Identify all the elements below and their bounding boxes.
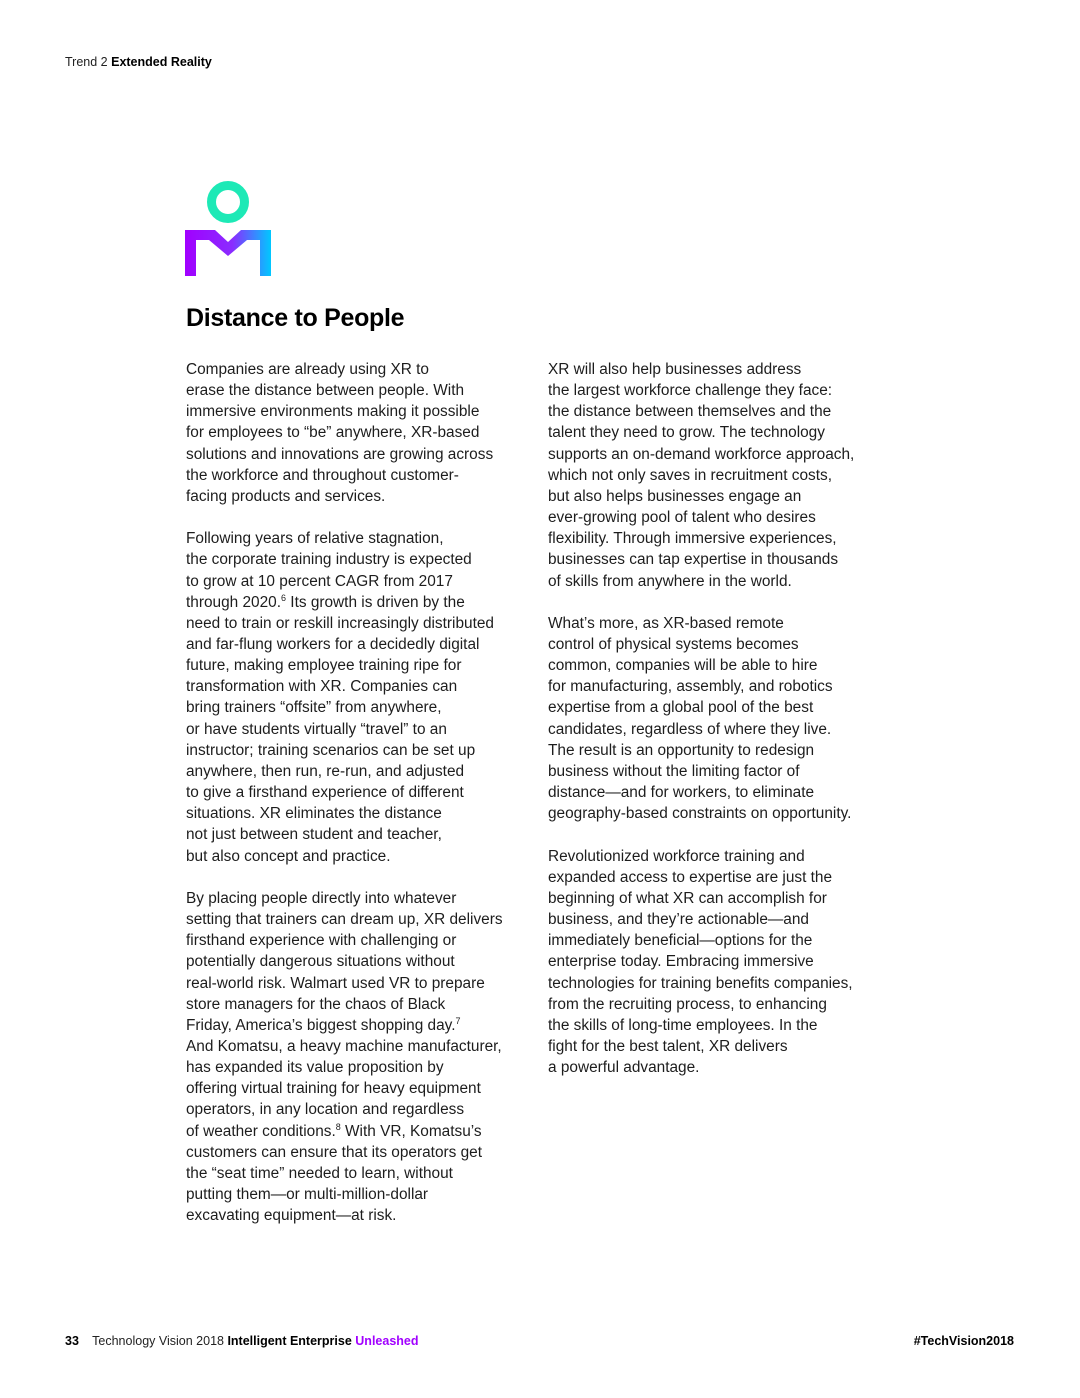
paragraph: By placing people directly into whatever setting that trainers can dream up, XR delivers firsthand experience with challenging or potentially dangerous situations without real-world risk. Walmart used VR to prepare store managers for the chaos of Black Friday, America’s biggest shopping day.$^7$ And Komatsu, a heavy machine manufacturer, has expanded its value proposition by offering virtual training for heavy equipment operators, in any location and regardless of weather conditions.$^8$ With VR, Komatsu’s customers can ensure that its operators get the “seat time” needed to learn, without putting them—or multi-million-dollar excavating equipment—at risk. — [186, 889, 503, 1225]
publication-name: Technology Vision 2018 — [92, 1334, 224, 1348]
footnote-ref: 7 — [455, 1015, 461, 1026]
paragraph: Following years of relative stagnation, the corporate training industry is expected to grow at 10 percent CAGR from 2017 through 2020.$^6$ Its growth is driven by the need to train or reskill increasingly distributed and far-flung workers for a decidedly digital future, making employee training ripe for transformation with XR. Companies can bring trainers “offsite” from anywhere, or have students virtually “travel” to an instructor; training scenarios can be set up anywhere, then run, re-run, and adjusted to give a firsthand experience of different situations. XR eliminates the distance not just between student and teacher, but also concept and practice. — [186, 530, 494, 865]
trend-label: Trend 2 — [65, 55, 108, 69]
paragraph: Companies are already using XR to erase the distance between people. With immersive environments making it possible for employees to “be” anywhere, XR-based solutions and innovations are growing across the workforce and throughout customer- facing products and services. — [186, 361, 494, 505]
footnote-ref: 8 — [335, 1121, 341, 1132]
publication-title: Intelligent Enterprise — [227, 1334, 352, 1348]
person-icon — [185, 180, 273, 278]
person-body — [185, 230, 271, 276]
right-column — [548, 359, 893, 1099]
paragraph: What’s more, as XR-based remote control of physical systems becomes common, companies will be able to hire for manufacturing, assembly, and robotics expertise from a global pool of the best candidates, regardless of where they live. The result is an opportunity to redesign business without the limiting factor of distance—and for workers, to eliminate geography-based constraints on opportunity. — [548, 614, 852, 823]
footnote-ref: 6 — [281, 592, 287, 603]
hashtag: #TechVision2018 — [913, 1334, 1014, 1348]
page-number: 33 — [65, 1334, 79, 1348]
person-head — [212, 186, 245, 219]
page-footer — [65, 1334, 419, 1348]
publication-title-accent: Unleashed — [355, 1334, 419, 1348]
paragraph: XR will also help businesses address the largest workforce challenge they face: the distance between themselves and the talent they need to grow. The technology supports an on-demand workforce approach, which not only saves in recruitment costs, but also helps businesses engage an ever-growing pool of talent who desires flexibility. Through immersive experiences, businesses can tap expertise in thousands of skills from anywhere in the world. — [548, 361, 855, 590]
paragraph: Revolutionized workforce training and expanded access to expertise are just the beginning of what XR can accomplish for business, and they’re actionable—and immediately beneficial—options for the enterprise today. Embracing immersive technologies for training benefits companies, from the recruiting process, to enhancing the skills of long-time employees. In the fight for the best talent, XR delivers a powerful advantage. — [548, 847, 853, 1077]
left-column — [186, 359, 531, 1248]
running-header — [65, 55, 212, 69]
section-title: Distance to People — [186, 304, 405, 332]
trend-name: Extended Reality — [111, 55, 212, 69]
